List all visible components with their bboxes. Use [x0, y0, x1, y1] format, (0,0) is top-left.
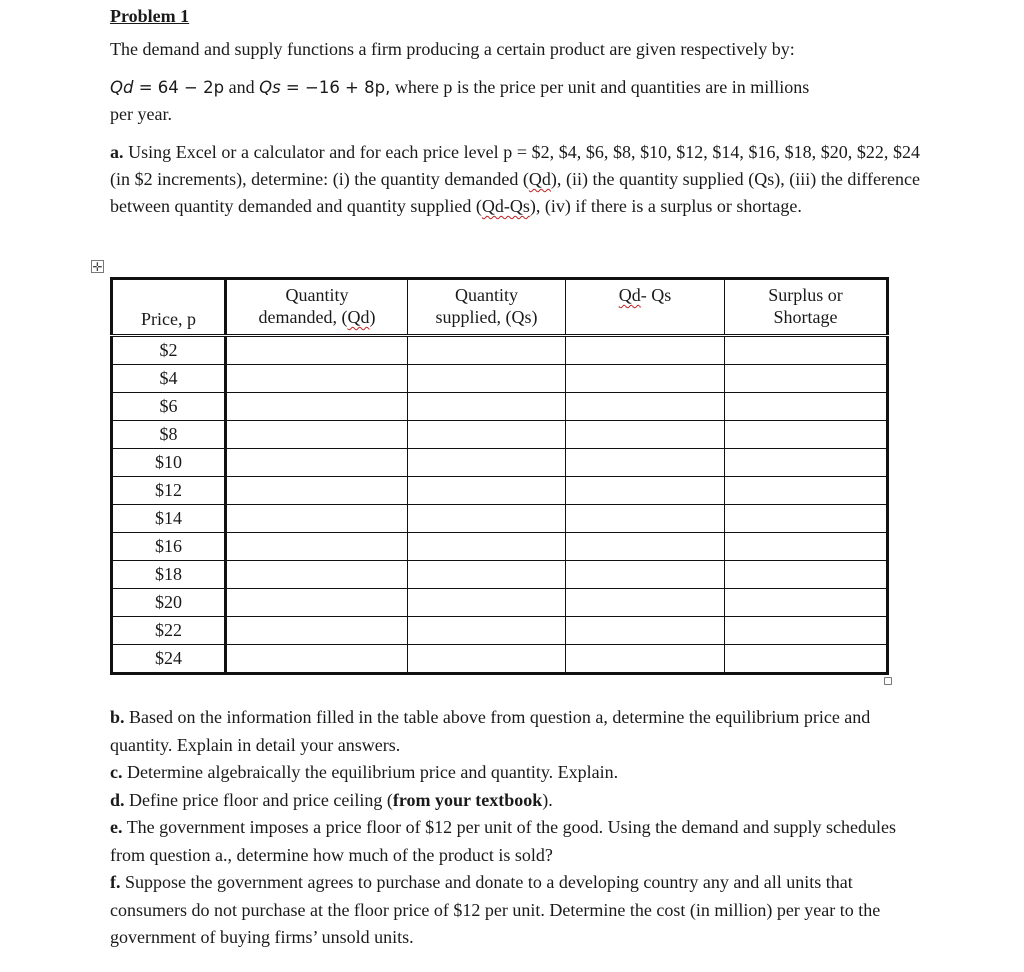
table-row [112, 532, 888, 560]
price-cell: $20 [112, 588, 226, 616]
qs-cell[interactable] [408, 644, 566, 673]
qd-cell[interactable] [226, 365, 408, 393]
diff-cell[interactable] [566, 393, 725, 421]
price-cell: $14 [112, 504, 226, 532]
qs-cell[interactable] [408, 421, 566, 449]
diff-cell[interactable] [566, 616, 725, 644]
price-cell: $22 [112, 616, 226, 644]
table-row [112, 393, 888, 421]
diff-cell[interactable] [566, 644, 725, 673]
question-f: f. Suppose the government agrees to purchase and donate to a developing country any and all units that consumers do not purchase at the floor price of $12 per unit. Determine the cost (in million) per year to the government of buying firms’ unsold units. [110, 872, 881, 947]
demand-supply-table [110, 277, 889, 675]
qd-equation: Qd = 64 − 2p [110, 78, 225, 97]
diff-cell[interactable] [566, 477, 725, 505]
table-row [112, 616, 888, 644]
price-cell: $16 [112, 532, 226, 560]
price-cell: $2 [112, 336, 226, 365]
qd-cell[interactable] [226, 532, 408, 560]
price-cell: $18 [112, 560, 226, 588]
surplus-cell[interactable] [725, 616, 888, 644]
header-price: Price, p [112, 279, 226, 336]
header-quantity-supplied: Quantity supplied, (Qs) [408, 279, 566, 336]
qd-cell[interactable] [226, 393, 408, 421]
table-move-handle-icon[interactable]: ✛ [92, 260, 103, 274]
qs-cell[interactable] [408, 477, 566, 505]
qs-cell[interactable] [408, 504, 566, 532]
question-b: b. Based on the information filled in the table above from question a, determine the equilibrium price and quantity. Explain in detail your answers. [110, 707, 871, 755]
qs-cell[interactable] [408, 560, 566, 588]
price-cell: $4 [112, 365, 226, 393]
qs-cell[interactable] [408, 449, 566, 477]
table-row [112, 477, 888, 505]
price-cell: $12 [112, 477, 226, 505]
qd-cell[interactable] [226, 421, 408, 449]
table-row [112, 504, 888, 532]
surplus-cell[interactable] [725, 477, 888, 505]
surplus-cell[interactable] [725, 393, 888, 421]
table-resize-handle-icon[interactable] [884, 677, 892, 685]
question-c: c. Determine algebraically the equilibrium price and quantity. Explain. [110, 762, 619, 782]
price-cell: $8 [112, 421, 226, 449]
qd-cell[interactable] [226, 616, 408, 644]
table-row [112, 421, 888, 449]
qs-cell[interactable] [408, 532, 566, 560]
diff-cell[interactable] [566, 449, 725, 477]
qs-cell[interactable] [408, 336, 566, 365]
price-cell: $6 [112, 393, 226, 421]
table-row [112, 560, 888, 588]
price-cell: $24 [112, 644, 226, 673]
qs-cell[interactable] [408, 588, 566, 616]
qs-equation: Qs = −16 + 8p, [259, 78, 391, 97]
table-row [112, 365, 888, 393]
qd-cell[interactable] [226, 560, 408, 588]
diff-cell[interactable] [566, 532, 725, 560]
qd-cell[interactable] [226, 336, 408, 365]
intro-text: The demand and supply functions a firm producing a certain product are given respectively by: [110, 39, 795, 59]
surplus-cell[interactable] [725, 532, 888, 560]
diff-cell[interactable] [566, 504, 725, 532]
surplus-cell[interactable] [725, 560, 888, 588]
question-e: e. The government imposes a price floor of $12 per unit of the good. Using the demand and supply schedules from question a., determine how much of the product is sold? [110, 817, 897, 865]
surplus-cell[interactable] [725, 449, 888, 477]
question-d: d. Define price floor and price ceiling (from your textbook). [110, 789, 553, 810]
part-a-text: a. Using Excel or a calculator and for each price level p = $2, $4, $6, $8, $10, $12, $14, $16, $18, $20, $22, $24 (in $2 increments), determine: (i) the quantity demanded (Qd), (ii) the quantity supplied (Qs), (iii) the difference between quantity demanded and quantity supplied (Qd-Qs), (iv) if there is a surplus or shortage. [110, 142, 921, 216]
qd-cell[interactable] [226, 588, 408, 616]
qs-cell[interactable] [408, 616, 566, 644]
diff-cell[interactable] [566, 421, 725, 449]
header-surplus-shortage: Surplus or Shortage [725, 279, 888, 336]
table-row [112, 588, 888, 616]
surplus-cell[interactable] [725, 588, 888, 616]
qd-cell[interactable] [226, 644, 408, 673]
header-qd-minus-qs: Qd- Qs [566, 279, 725, 336]
qs-cell[interactable] [408, 393, 566, 421]
surplus-cell[interactable] [725, 336, 888, 365]
qs-cell[interactable] [408, 365, 566, 393]
surplus-cell[interactable] [725, 504, 888, 532]
qd-cell[interactable] [226, 449, 408, 477]
problem-title: Problem 1 [110, 6, 190, 26]
diff-cell[interactable] [566, 560, 725, 588]
table-row [112, 449, 888, 477]
equations-line: Qd = 64 − 2p and Qs = −16 + 8p, where p is the price per unit and quantities are in millions per year. [110, 77, 810, 124]
diff-cell[interactable] [566, 336, 725, 365]
qd-cell[interactable] [226, 477, 408, 505]
header-quantity-demanded: Quantity demanded, (Qd) [226, 279, 408, 336]
diff-cell[interactable] [566, 365, 725, 393]
qd-cell[interactable] [226, 504, 408, 532]
table-row [112, 336, 888, 365]
table-header-row [112, 279, 888, 336]
diff-cell[interactable] [566, 588, 725, 616]
surplus-cell[interactable] [725, 644, 888, 673]
surplus-cell[interactable] [725, 421, 888, 449]
price-cell: $10 [112, 449, 226, 477]
questions-block [110, 704, 920, 952]
table-row [112, 644, 888, 673]
surplus-cell[interactable] [725, 365, 888, 393]
